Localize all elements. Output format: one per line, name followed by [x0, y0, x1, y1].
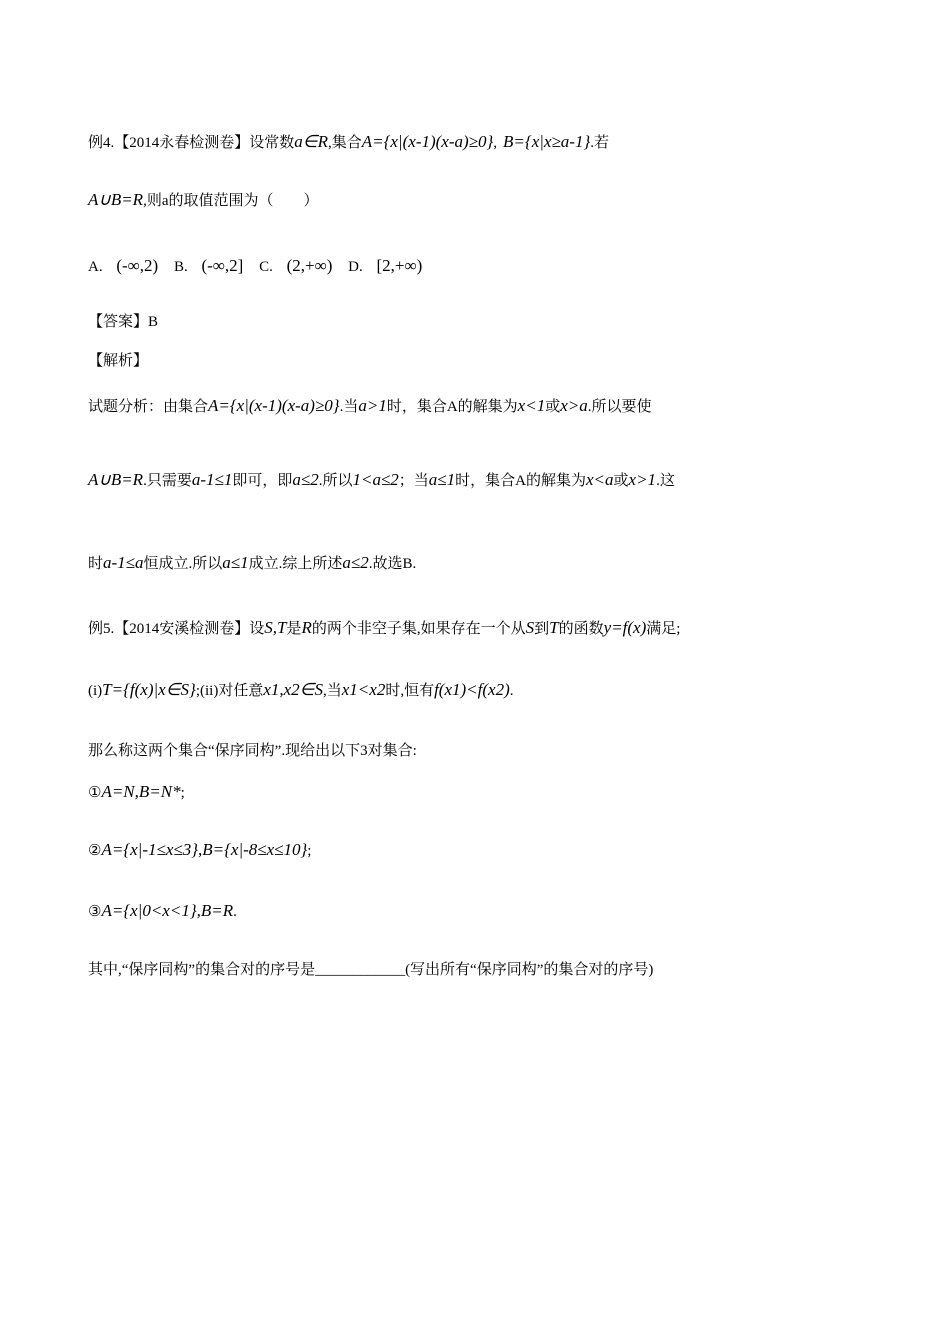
- ex5-math: y=f(x): [603, 618, 647, 637]
- analysis-math: A∪B=R: [88, 470, 144, 489]
- analysis-text: 或: [545, 399, 561, 415]
- analysis-text: .当: [339, 399, 359, 415]
- ex4-range-question: ,则a的取值范围为（ ）: [143, 193, 319, 209]
- analysis-math: x>a: [560, 396, 588, 415]
- ex4-analysis-line1: [88, 396, 652, 417]
- analysis-text: 时，集合A的解集为: [455, 473, 586, 489]
- ex5-intro: 那么称这两个集合“保序同构”.现给出以下3对集合:: [88, 743, 417, 759]
- ex4-analysis-line2: [88, 470, 675, 491]
- ex5-text: ,当: [322, 683, 342, 699]
- ex5-conditions: [88, 680, 513, 701]
- analysis-text: 成立.综上所述: [248, 556, 343, 572]
- ex5-math: S,T: [264, 618, 287, 637]
- item-number: ②: [88, 843, 102, 859]
- analysis-math: a-1≤1: [191, 470, 233, 489]
- ex5-text: 时,恒有: [385, 683, 435, 699]
- ex5-item-1: [88, 782, 185, 803]
- ex5-math: f(x1)<f(x2): [434, 680, 510, 699]
- ex5-item-2: [88, 840, 311, 861]
- item-number: ③: [88, 904, 102, 920]
- ex5-text: 满足;: [646, 621, 681, 637]
- ex4-lead: 例4.【2014永春检测卷】设常数: [88, 135, 295, 151]
- analysis-text: 恒成立.所以: [143, 556, 223, 572]
- ex5-math: S: [525, 618, 535, 637]
- ex5-text: 是: [286, 621, 302, 637]
- analysis-text: .所以要使: [587, 399, 652, 415]
- analysis-math: 1<a≤2: [352, 470, 399, 489]
- ex5-math: T: [549, 618, 559, 637]
- ex5-text: 的函数: [558, 621, 604, 637]
- ex4-analysis-line3: [88, 553, 416, 574]
- ex4-setA: A={x|(x-1)(x-a)≥0}: [361, 132, 494, 151]
- analysis-text: .故选B.: [368, 556, 417, 572]
- ex4-if: .若: [590, 135, 610, 151]
- ex4-option-a-label: A.: [88, 259, 103, 275]
- analysis-math: x<a: [585, 470, 614, 489]
- ex4-option-d-value: [2,+∞): [376, 256, 423, 275]
- item-expr: A={x|-1≤x≤3},B={x|-8≤x≤10}: [101, 840, 308, 859]
- ex4-statement-line1: [88, 132, 609, 153]
- ex5-condition-label: ;(ii)对任意: [195, 683, 264, 699]
- analysis-text: 或: [613, 473, 629, 489]
- ex5-text: 的两个非空子集,如果存在一个从: [311, 621, 526, 637]
- analysis-text: 时，集合A的解集为: [386, 399, 518, 415]
- item-end: ;: [307, 843, 312, 859]
- analysis-math: a>1: [358, 396, 387, 415]
- ex5-condition-label: (i): [88, 683, 103, 699]
- analysis-text: 即可，即: [232, 473, 293, 489]
- ex5-lead: 例5.【2014安溪检测卷】设: [88, 621, 265, 637]
- item-expr: A={x|0<x<1},B=R: [101, 901, 234, 920]
- ex5-math: x1<x2: [341, 680, 386, 699]
- ex5-statement-line1: [88, 618, 680, 639]
- analysis-text: .这: [656, 473, 675, 489]
- ex4-option-a-value: (-∞,2): [116, 256, 159, 275]
- analysis-text: .所以: [318, 473, 353, 489]
- analysis-text: 试题分析：由集合: [88, 399, 209, 415]
- item-expr: A=N,B=N*: [101, 782, 181, 801]
- ex5-math: T={f(x)|x∈S}: [102, 680, 196, 699]
- analysis-text: .只需要: [143, 473, 192, 489]
- analysis-math: x>1: [628, 470, 657, 489]
- ex4-comma: ,: [493, 135, 498, 151]
- ex4-union: A∪B=R: [88, 190, 144, 209]
- ex5-text: .: [509, 683, 514, 699]
- ex4-statement-line2: [88, 190, 319, 211]
- item-number: ①: [88, 785, 102, 801]
- analysis-math: a-1≤a: [103, 553, 144, 572]
- item-end: ;: [180, 785, 185, 801]
- ex4-answer: 【答案】B: [88, 314, 159, 330]
- ex5-text: 到: [534, 621, 550, 637]
- ex4-option-b-label: B.: [173, 259, 188, 275]
- ex4-option-b-value: (-∞,2]: [201, 256, 244, 275]
- ex5-item-3: [88, 901, 237, 922]
- analysis-math: A={x|(x-1)(x-a)≥0}: [208, 396, 340, 415]
- ex4-setB: B={x|x≥a-1}: [503, 132, 591, 151]
- analysis-math: a≤2: [292, 470, 319, 489]
- ex4-analysis-heading: 【解析】: [88, 353, 149, 369]
- ex5-question: 其中,“保序同构”的集合对的序号是____________(写出所有“保序同构”的集合对的序号): [88, 962, 654, 978]
- ex5-math: R: [301, 618, 312, 637]
- analysis-math: a≤1: [222, 553, 249, 572]
- ex4-option-c-label: C.: [259, 259, 273, 275]
- analysis-text: 时: [88, 556, 104, 572]
- ex4-option-c-value: (2,+∞): [286, 256, 333, 275]
- ex4-option-d-label: D.: [348, 259, 363, 275]
- ex4-options: [88, 256, 434, 277]
- ex4-a-in-R: a∈R: [294, 132, 328, 151]
- analysis-math: x<1: [517, 396, 546, 415]
- item-end: .: [233, 904, 237, 920]
- ex5-math: x1,x2∈S: [263, 680, 323, 699]
- analysis-math: a≤1: [428, 470, 456, 489]
- ex4-setA-lead: ,集合: [327, 135, 362, 151]
- analysis-math: a≤2: [342, 553, 369, 572]
- analysis-text: ；当: [398, 473, 429, 489]
